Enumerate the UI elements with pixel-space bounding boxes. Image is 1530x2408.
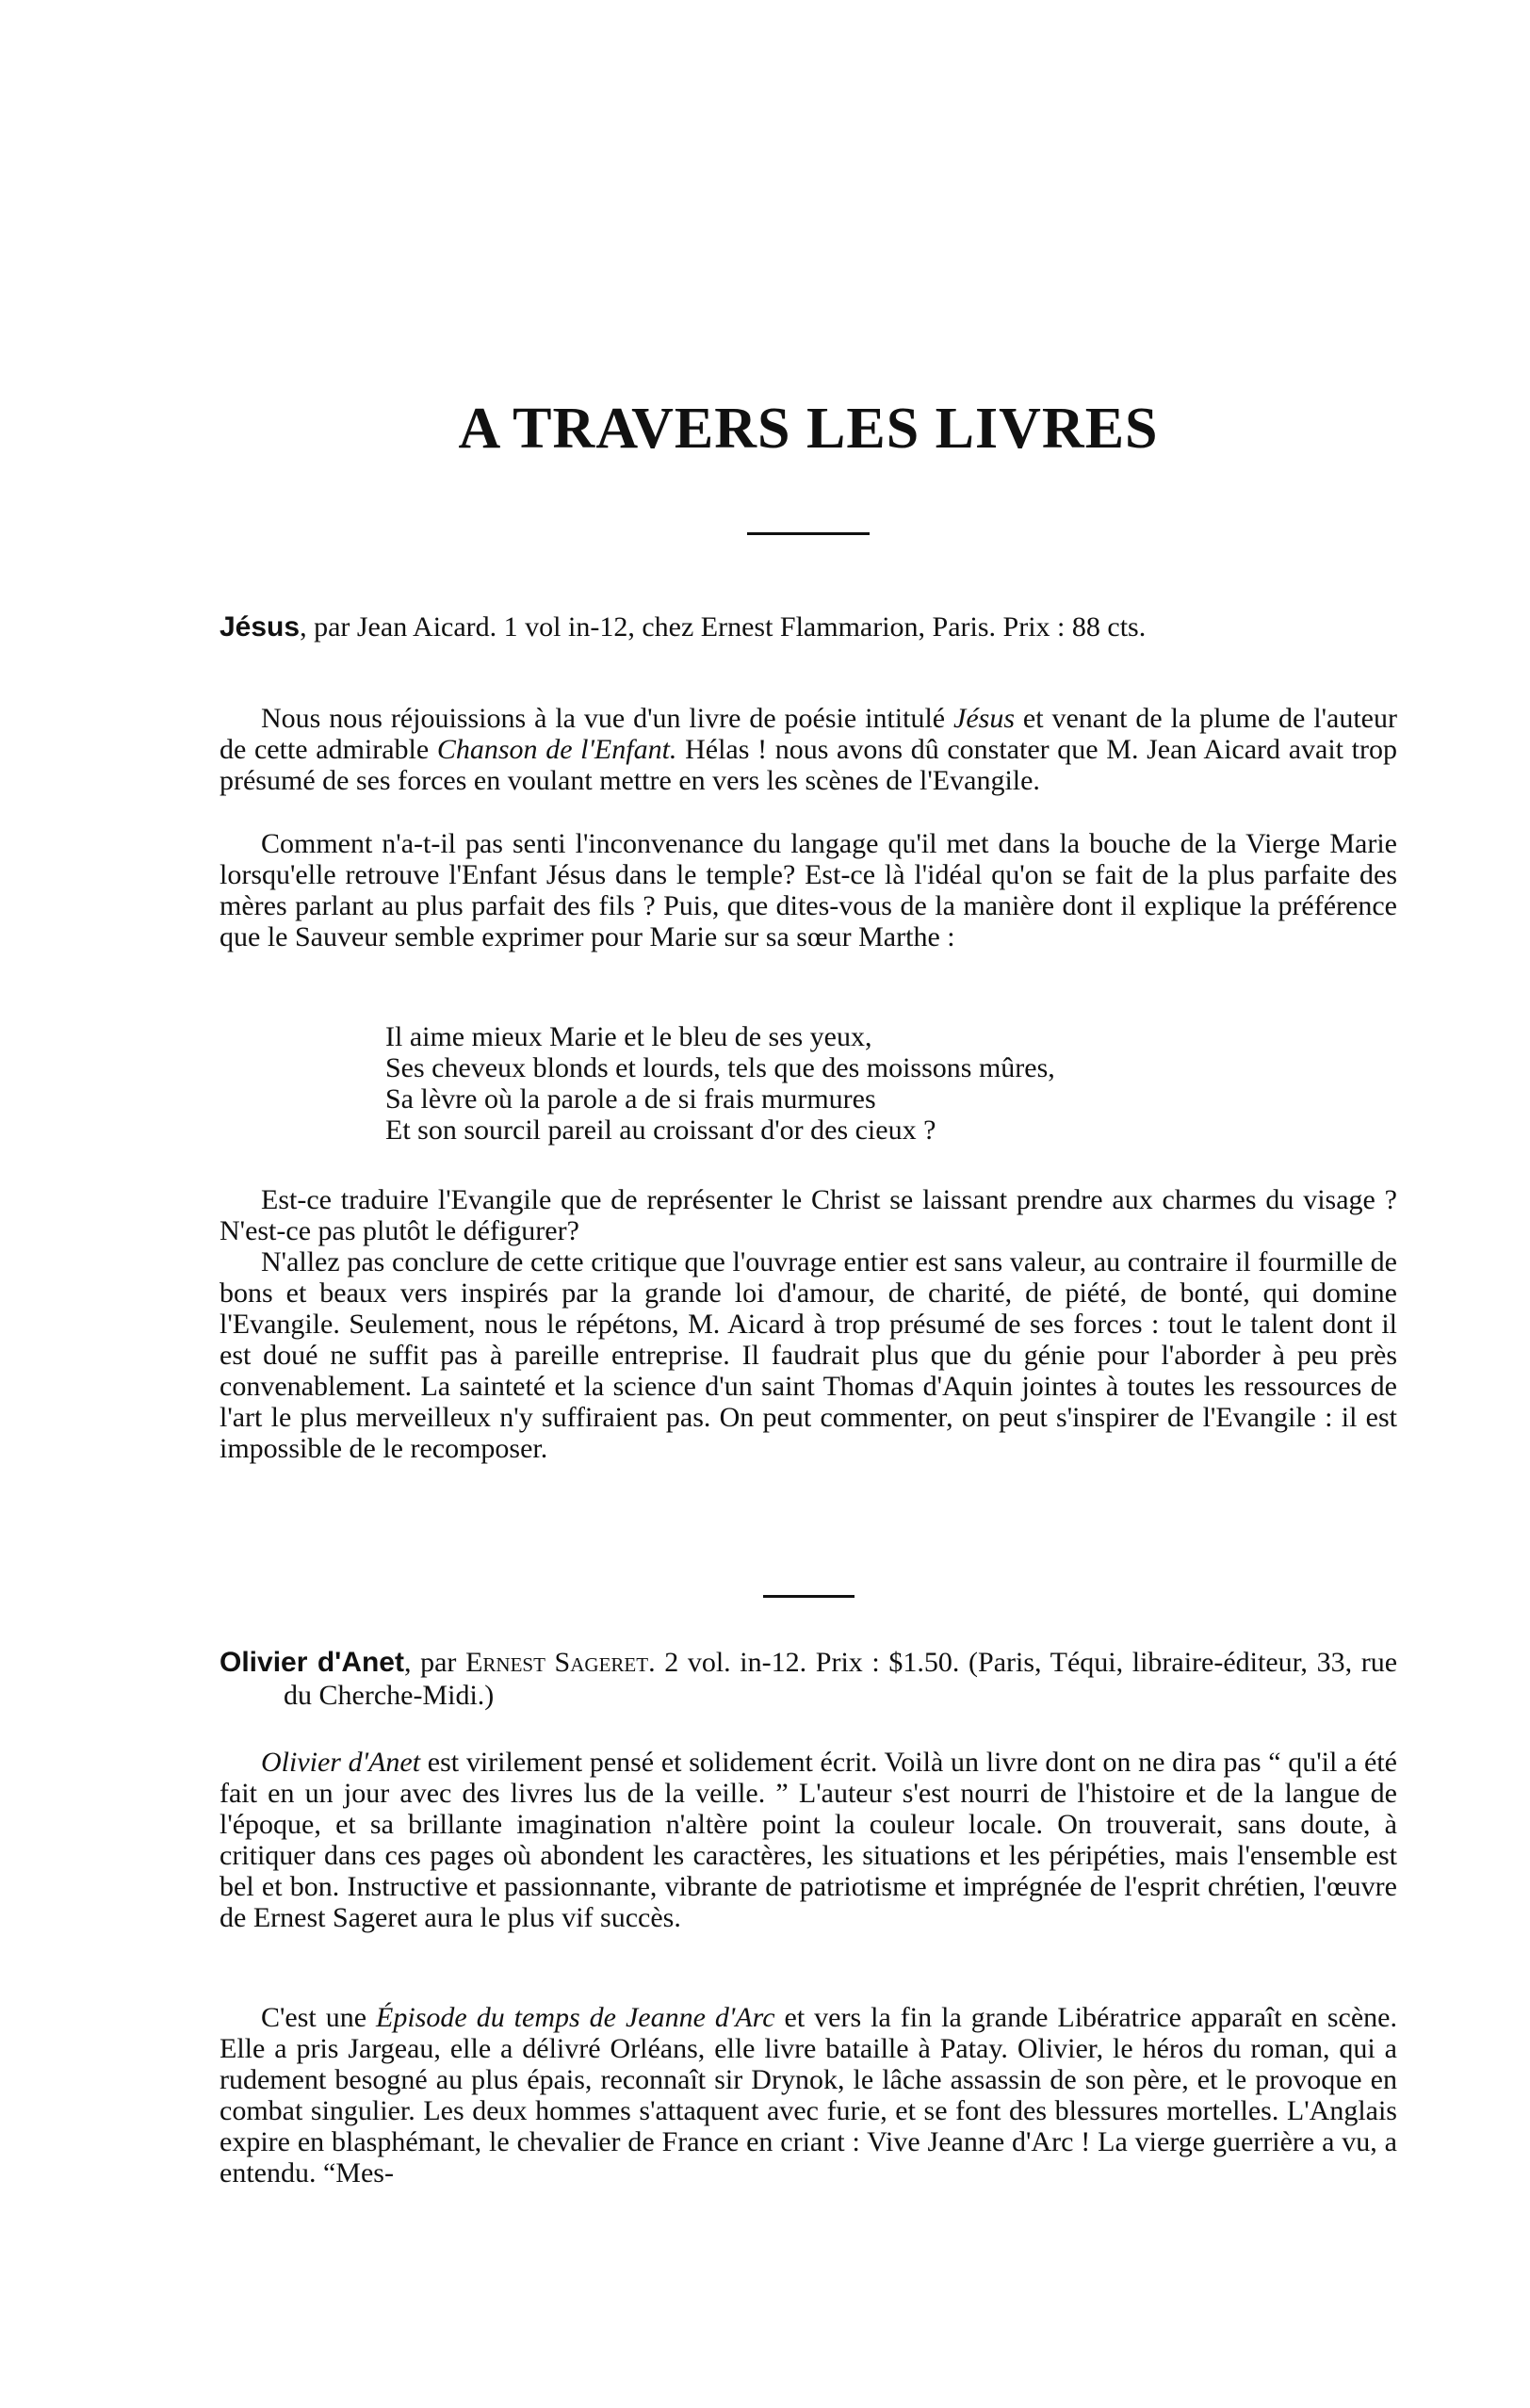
poem-line: Ses cheveux blonds et lourds, tels que des moissons mûres, <box>385 1052 1055 1083</box>
section-divider <box>763 1595 855 1598</box>
text-run: Hélas ! nous avons dû constater que M. Jean Aicard avait trop présumé de ses forces en voulant mettre en vers les scènes de l'Evangile. <box>220 734 1397 796</box>
review-paragraph <box>220 703 1397 796</box>
page-title: A TRAVERS LES LIVRES <box>458 397 1159 461</box>
text-run: et vers la fin la grande Libératrice apparaît en scène. Elle a pris Jargeau, elle a délivré Orléans, elle livre bataille à Patay. Olivier, le héros du roman, qui a rudement besogné au plus épais, reconnaît sir Drynok, le lâche assassin de son père, et le provoque en combat singulier. Les deux hommes s'attaquent avec furie, et se font des blessures mortelles. L'Anglais expire en blasphémant, le chevalier de France en criant : Vive Jeanne d'Arc ! La vierge guerrière a vu, a entendu. “Mes- <box>220 2002 1397 2188</box>
book-title-olivier: Olivier d'Anet <box>220 1647 404 1678</box>
text-run: est virilement pensé et solidement écrit. Voilà un livre dont on ne dira pas “ qu'il a été fait en un jour avec des livres lus de la veille. ” L'auteur s'est nourri de l'histoire et de la langue de l'époque, et sa brillante imagination n'altère point la couleur locale. On trouverait, sans doute, à critiquer dans ces pages où abondent les caractères, les situations et les péripéties, mais l'ensemble est bel et bon. Instructive et passionnante, vibrante de patriotisme et imprégnée de l'esprit chrétien, l'œuvre de Ernest Sageret aura le plus vif succès. <box>220 1747 1397 1933</box>
review-header-details: . 2 vol. in-12. Prix : $1.50. (Paris, Téqui, libraire-éditeur, 33, rue du Cherche-Midi.) <box>284 1647 1398 1711</box>
review-paragraph: Comment n'a-t-il pas senti l'inconvenance du langage qu'il met dans la bouche de la Vierge Marie lorsqu'elle retrouve l'Enfant Jésus dans le temple? Est-ce là l'idéal qu'on se fait de la plus parfaite des mères parlant au plus parfait des fils ? Puis, que dites-vous de la manière dont il explique la préférence que le Sauveur semble exprimer pour Marie sur sa sœur Marthe : <box>220 828 1397 952</box>
author-name: Ernest Sageret <box>465 1647 649 1678</box>
poem-line: Et son sourcil pareil au croissant d'or des cieux ? <box>385 1115 936 1146</box>
italic-title: Épisode du temps de Jeanne d'Arc <box>376 2002 775 2033</box>
text-run: C'est une <box>261 2002 377 2033</box>
poem-line: Sa lèvre où la parole a de si frais murmures <box>385 1083 876 1115</box>
review-paragraph: N'allez pas conclure de cette critique que l'ouvrage entier est sans valeur, au contraire il fourmille de bons et beaux vers inspirés par la grande loi d'amour, de charité, de piété, de bonté, qui domine l'Evangile. Seulement, nous le répétons, M. Aicard à trop présumé de ses forces : tout le talent dont il est doué ne suffit pas à pareille entreprise. Il faudrait plus que du génie pour l'aborder à peu près convenablement. La sainteté et la science d'un saint Thomas d'Aquin jointes à toutes les ressources de l'art le plus merveilleux n'y suffiraient pas. On peut commenter, on peut s'inspirer de l'Evangile : il est impossible de le recomposer. <box>220 1246 1397 1464</box>
book-title-jesus: Jésus <box>220 611 301 643</box>
text-run: Nous nous réjouissions à la vue d'un livre de poésie intitulé <box>261 703 954 734</box>
italic-title: Olivier d'Anet <box>261 1747 421 1778</box>
text-run: et venant de la plume de l'auteur de cette admirable <box>220 703 1397 765</box>
text-run: , par <box>403 1647 466 1678</box>
poem-quote <box>385 1021 1233 1146</box>
italic-title: Jésus <box>953 703 1015 734</box>
review-header-jesus <box>220 610 1397 643</box>
poem-line: Il aime mieux Marie et le bleu de ses yeux, <box>385 1021 872 1052</box>
review-paragraph: Est-ce traduire l'Evangile que de représenter le Christ se laissant prendre aux charmes du visage ? N'est-ce pas plutôt le défigurer? <box>220 1184 1397 1246</box>
italic-title: Chanson de l'Enfant. <box>436 734 677 765</box>
review-header-details: , par Jean Aicard. 1 vol in-12, chez Ernest Flammarion, Paris. Prix : 88 cts. <box>300 611 1147 643</box>
review-paragraph <box>220 2002 1397 2188</box>
review-paragraph <box>220 1747 1397 1933</box>
review-header-olivier <box>220 1646 1397 1712</box>
title-divider <box>747 532 870 535</box>
